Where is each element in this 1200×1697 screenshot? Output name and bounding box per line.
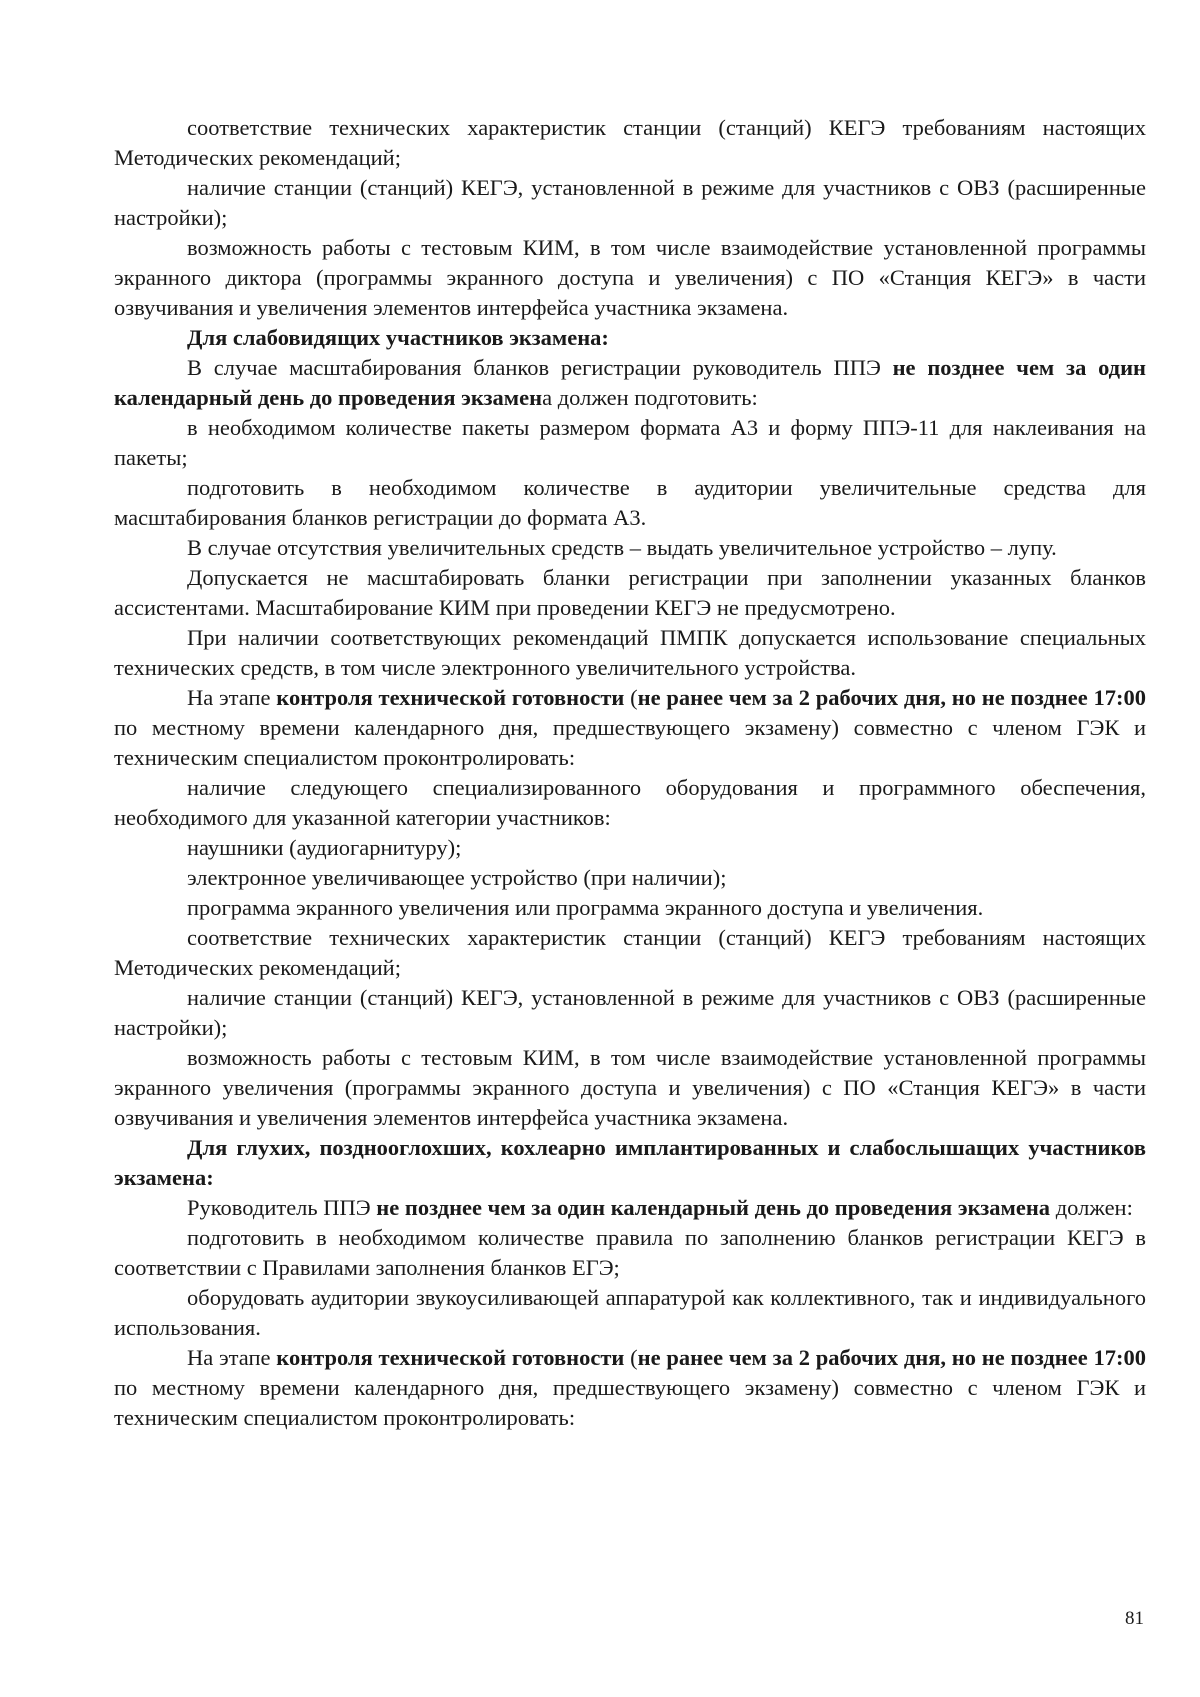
text-run: В случае отсутствия увеличительных средств – выдать увеличительное устройство – лупу. — [187, 535, 1057, 560]
text-run: по местному времени календарного дня, предшествующего экзамену) совместно с членом ГЭК и техническим специалистом проконтролировать: — [114, 715, 1146, 770]
text-run: наличие следующего специализированного оборудования и программного обеспечения, необходимого для указанной категории участников: — [114, 775, 1146, 830]
paragraph — [114, 233, 1146, 323]
paragraph — [114, 1283, 1146, 1343]
bold-text-run: не позднее чем за один календарный день до проведения экзамен — [114, 355, 1146, 410]
text-run: наличие станции (станций) КЕГЭ, установленной в режиме для участников с ОВЗ (расширенные настройки); — [114, 175, 1146, 230]
text-run: программа экранного увеличения или программа экранного доступа и увеличения. — [187, 895, 984, 920]
text-run: оборудовать аудитории звукоусиливающей аппаратурой как коллективного, так и индивидуального использования. — [114, 1285, 1146, 1340]
text-run: возможность работы с тестовым КИМ, в том числе взаимодействие установленной программы экранного увеличения (программы экранного доступа и увеличения) с ПО «Станция КЕГЭ» в части озвучивания и увеличения элементов интерфейса участника экзамена. — [114, 1045, 1146, 1130]
text-run: должен: — [1050, 1195, 1133, 1220]
paragraph — [114, 1223, 1146, 1283]
paragraph — [114, 833, 1146, 863]
text-run: Руководитель ППЭ — [187, 1195, 377, 1220]
paragraph — [114, 533, 1146, 563]
text-run: по местному времени календарного дня, предшествующего экзамену) совместно с членом ГЭК и техническим специалистом проконтролировать: — [114, 1375, 1146, 1430]
bold-text-run: Для глухих, позднооглохших, кохлеарно имплантированных и слабослышащих участников экзамена: — [114, 1135, 1146, 1190]
paragraph — [114, 473, 1146, 533]
text-run: подготовить в необходимом количестве правила по заполнению бланков регистрации КЕГЭ в соответствии с Правилами заполнения бланков ЕГЭ; — [114, 1225, 1146, 1280]
bold-text-run: контроля технической готовности — [276, 1345, 625, 1370]
paragraph — [114, 173, 1146, 233]
paragraph — [114, 113, 1146, 173]
text-run: в необходимом количестве пакеты размером формата А3 и форму ППЭ-11 для наклеивания на пакеты; — [114, 415, 1146, 470]
paragraph — [114, 353, 1146, 413]
document-body — [114, 113, 1146, 1433]
text-run: На этапе — [187, 1345, 277, 1370]
paragraph — [114, 413, 1146, 473]
paragraph — [114, 683, 1146, 773]
text-run: наличие станции (станций) КЕГЭ, установленной в режиме для участников с ОВЗ (расширенные настройки); — [114, 985, 1146, 1040]
text-run: соответствие технических характеристик станции (станций) КЕГЭ требованиям настоящих Методических рекомендаций; — [114, 115, 1146, 170]
text-run: возможность работы с тестовым КИМ, в том числе взаимодействие установленной программы экранного диктора (программы экранного доступа и увеличения) с ПО «Станция КЕГЭ» в части озвучивания и увеличения элементов интерфейса участника экзамена. — [114, 235, 1146, 320]
paragraph — [114, 863, 1146, 893]
text-run: При наличии соответствующих рекомендаций ПМПК допускается использование специальных технических средств, в том числе электронного увеличительного устройства. — [114, 625, 1146, 680]
paragraph — [114, 773, 1146, 833]
bold-text-run: не ранее чем за 2 рабочих дня, но не позднее 17:00 — [637, 685, 1147, 710]
bold-text-run: Для слабовидящих участников экзамена: — [187, 325, 609, 350]
page-number: 81 — [1125, 1608, 1144, 1629]
text-run: а должен подготовить: — [542, 385, 758, 410]
bold-text-run: контроля технической готовности — [276, 685, 625, 710]
text-run: электронное увеличивающее устройство (при наличии); — [187, 865, 727, 890]
bold-text-run: не позднее чем за один календарный день до проведения экзамена — [376, 1195, 1051, 1220]
paragraph — [114, 563, 1146, 623]
paragraph — [114, 983, 1146, 1043]
text-run: ( — [624, 685, 638, 710]
paragraph — [114, 323, 1146, 353]
paragraph — [114, 923, 1146, 983]
paragraph — [114, 893, 1146, 923]
paragraph — [114, 1343, 1146, 1433]
paragraph — [114, 1193, 1146, 1223]
bold-text-run: не ранее чем за 2 рабочих дня, но не позднее 17:00 — [637, 1345, 1147, 1370]
text-run: подготовить в необходимом количестве в аудитории увеличительные средства для масштабирования бланков регистрации до формата А3. — [114, 475, 1146, 530]
text-run: В случае масштабирования бланков регистрации руководитель ППЭ — [187, 355, 893, 380]
paragraph — [114, 623, 1146, 683]
text-run: На этапе — [187, 685, 277, 710]
text-run: соответствие технических характеристик станции (станций) КЕГЭ требованиям настоящих Методических рекомендаций; — [114, 925, 1146, 980]
paragraph — [114, 1133, 1146, 1193]
paragraph — [114, 1043, 1146, 1133]
text-run: наушники (аудиогарнитуру); — [187, 835, 462, 860]
text-run: Допускается не масштабировать бланки регистрации при заполнении указанных бланков ассистентами. Масштабирование КИМ при проведении КЕГЭ не предусмотрено. — [114, 565, 1146, 620]
text-run: ( — [624, 1345, 638, 1370]
